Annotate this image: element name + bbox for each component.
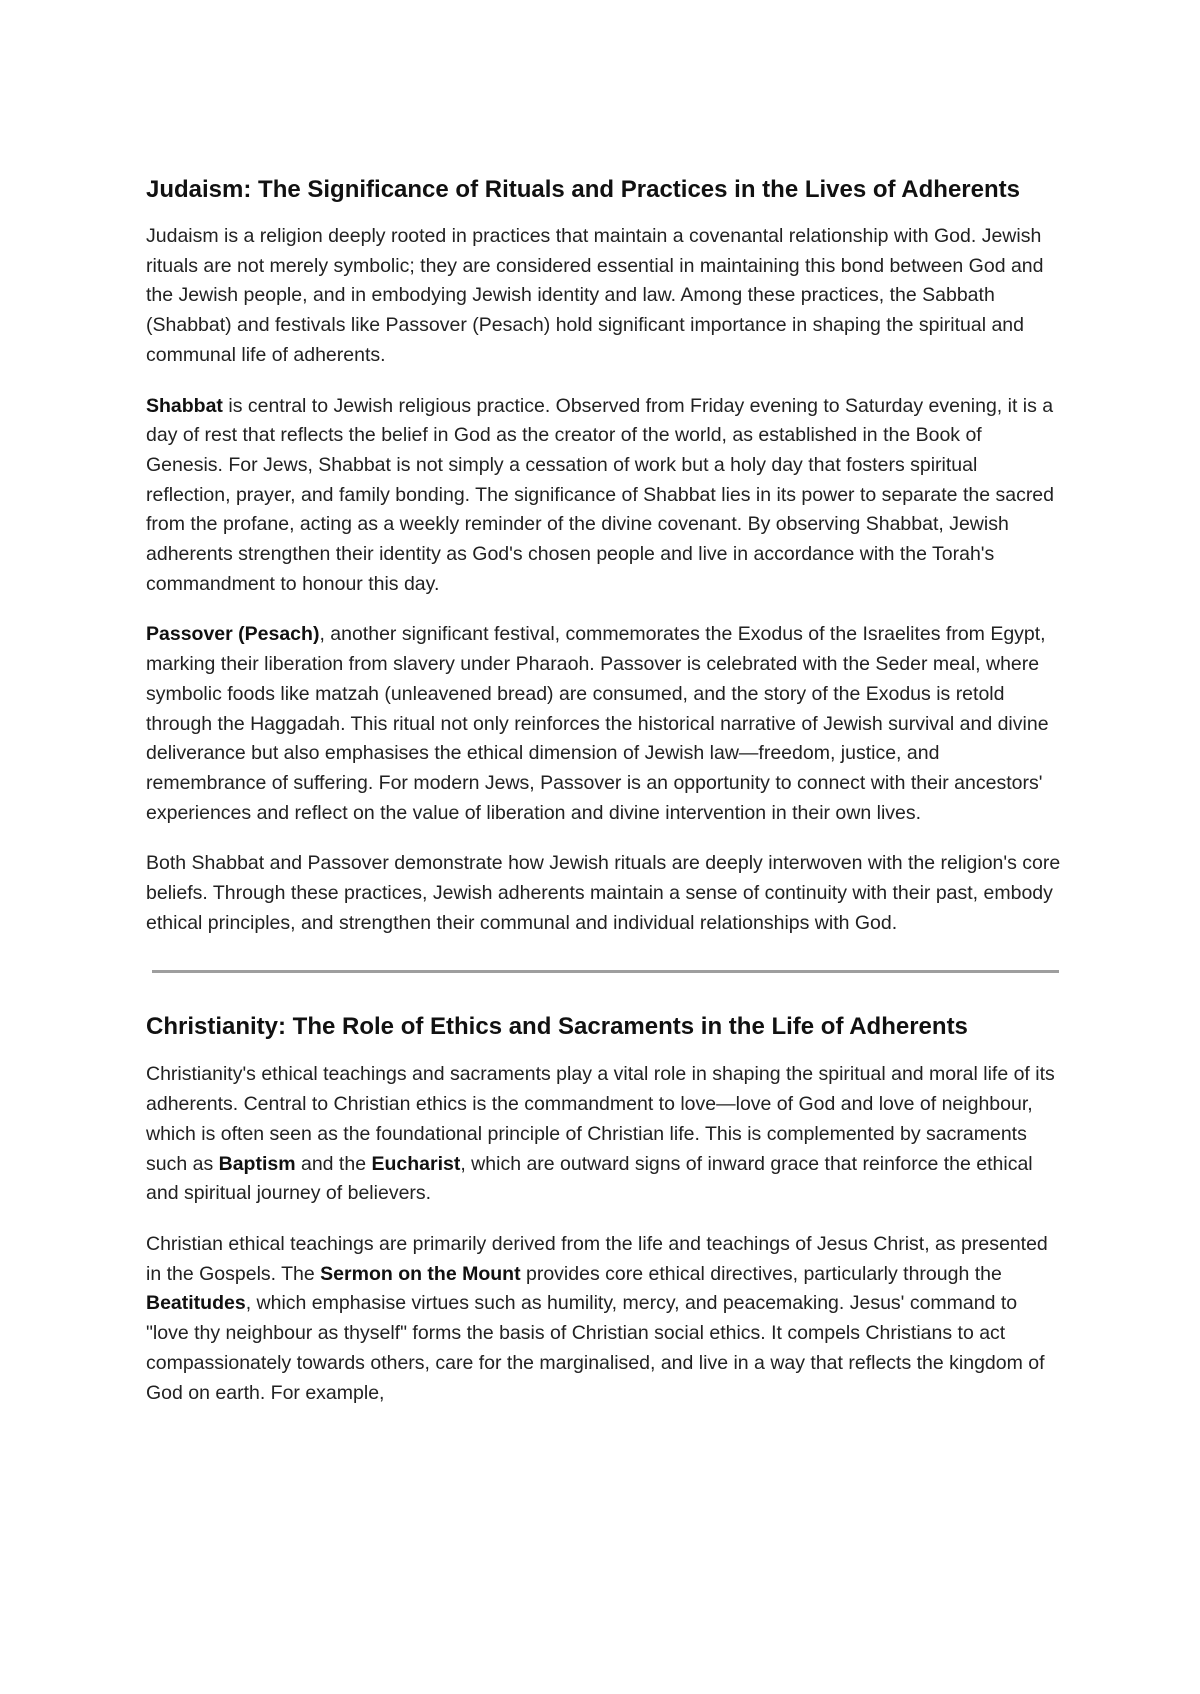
- text-run: Christian ethical teachings are primarily derived from the life and teachings of Jesus Christ, as presented in the Gospels. The: [146, 1232, 1048, 1285]
- paragraph-passover-text: , another significant festival, commemorates the Exodus of the Israelites from Egypt, marking their liberation from slavery under Pharaoh. Passover is celebrated with the Seder meal, where symbolic foods like matzah (unleavened bread) are consumed, and the story of the Exodus is retold through the Haggadah. This ritual not only reinforces the historical narrative of Jewish survival and divine deliverance but also emphasises the ethical dimension of Jewish law—freedom, justice, and remembrance of suffering. For modern Jews, Passover is an opportunity to connect with their ancestors' experiences and reflect on the value of liberation and divine intervention in their own lives.: [146, 623, 1049, 824]
- text-run: provides core ethical directives, particularly through the: [520, 1262, 1002, 1285]
- term-sermon-on-the-mount: Sermon on the Mount: [320, 1262, 521, 1285]
- paragraph-passover: [146, 620, 1061, 828]
- document-page: [146, 172, 1061, 1429]
- paragraph-intro: Judaism is a religion deeply rooted in practices that maintain a covenantal relationship with God. Jewish rituals are not merely symbolic; they are considered essential in maintaining this bond between God and the Jewish people, and in embodying Jewish identity and law. Among these practices, the Sabbath (Shabbat) and festivals like Passover (Pesach) hold significant importance in shaping the spiritual and communal life of adherents.: [146, 225, 1044, 366]
- text-run: Christianity's ethical teachings and sacraments play a vital role in shaping the spiritual and moral life of its adherents. Central to Christian ethics is the commandment to love—love of God and love of neighbour, which is often seen as the foundational principle of Christian life. This is complemented by sacraments such as: [146, 1063, 1055, 1175]
- term-shabbat: Shabbat: [146, 394, 223, 417]
- paragraph-conclusion: Both Shabbat and Passover demonstrate how Jewish rituals are deeply interwoven with the religion's core beliefs. Through these practices, Jewish adherents maintain a sense of continuity with their past, embody ethical principles, and strengthen their communal and individual relationships with God.: [146, 852, 1061, 934]
- christianity-section: [146, 1009, 1061, 1408]
- text-run: and the: [295, 1152, 372, 1175]
- judaism-section: [146, 172, 1061, 938]
- paragraph-ethics-intro: [146, 1060, 1061, 1209]
- paragraph-ethical-teachings: [146, 1230, 1061, 1408]
- paragraph-shabbat-text: is central to Jewish religious practice. Observed from Friday evening to Saturday evening, it is a day of rest that reflects the belief in God as the creator of the world, as established in the Book of Genesis. For Jews, Shabbat is not simply a cessation of work but a holy day that fosters spiritual reflection, prayer, and family bonding. The significance of Shabbat lies in its power to separate the sacred from the profane, acting as a weekly reminder of the divine covenant. By observing Shabbat, Jewish adherents strengthen their identity as God's chosen people and live in accordance with the Torah's commandment to honour this day.: [146, 394, 1054, 595]
- section-heading-judaism: Judaism: The Significance of Rituals and Practices in the Lives of Adherents: [146, 176, 1020, 203]
- text-run: , which emphasise virtues such as humility, mercy, and peacemaking. Jesus' command to "love thy neighbour as thyself" forms the basis of Christian social ethics. It compels Christians to act compassionately towards others, care for the marginalised, and live in a way that reflects the kingdom of God on earth. For example,: [146, 1292, 1045, 1404]
- horizontal-divider: [152, 970, 1059, 973]
- section-heading-christianity: Christianity: The Role of Ethics and Sacraments in the Life of Adherents: [146, 1013, 968, 1041]
- term-eucharist: Eucharist: [371, 1152, 461, 1175]
- term-passover: Passover (Pesach): [146, 623, 320, 646]
- term-baptism: Baptism: [218, 1152, 296, 1175]
- paragraph-shabbat: [146, 392, 1061, 600]
- term-beatitudes: Beatitudes: [146, 1292, 246, 1315]
- text-run: , which are outward signs of inward grace that reinforce the ethical and spiritual journey of believers.: [146, 1152, 1033, 1205]
